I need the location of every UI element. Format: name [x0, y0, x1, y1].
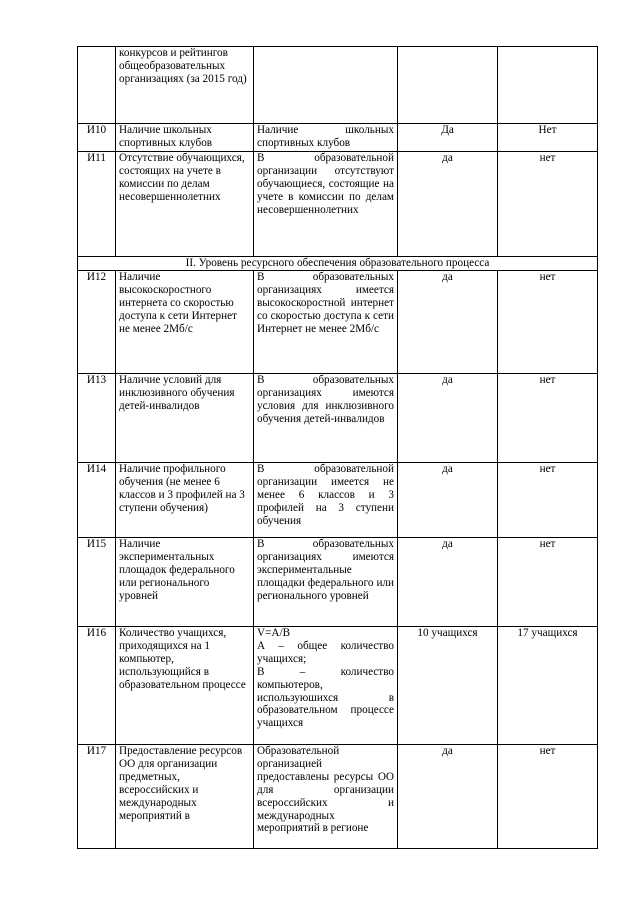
- indicator-value-2: [498, 47, 598, 124]
- section-title: II. Уровень ресурсного обеспечения образовательного процесса: [78, 257, 598, 271]
- table-row: [78, 463, 598, 538]
- indicator-value-2: 17 учащихся: [498, 627, 598, 745]
- indicator-value-2: нет: [498, 538, 598, 627]
- indicator-name: Наличие высокоскоростного интернета со скоростью доступа к сети Интернет не менее 2Мб/с: [116, 271, 254, 374]
- row-code: И14: [78, 463, 116, 538]
- table-row: [78, 745, 598, 849]
- table-row: [78, 47, 598, 124]
- table-row: [78, 152, 598, 257]
- indicator-name: Наличие профильного обучения (не менее 6 классов и 3 профилей на 3 ступени обучения): [116, 463, 254, 538]
- indicator-name: Наличие школьных спортивных клубов: [116, 124, 254, 152]
- indicator-value-1: да: [398, 271, 498, 374]
- indicator-name: Наличие условий для инклюзивного обучения детей-инвалидов: [116, 374, 254, 463]
- indicators-table: [77, 46, 598, 849]
- indicator-description: В образовательных организациях имеются экспериментальные площадки федерального или регионального уровней: [254, 538, 398, 627]
- formula-line: V=A/B: [257, 627, 291, 639]
- section-row: [78, 257, 598, 271]
- indicator-name: Отсутствие обучающихся, состоящих на учете в комиссии по делам несовершеннолетних: [116, 152, 254, 257]
- indicator-description: В образовательных организациях имеются условия для инклюзивного обучения детей-инвалидов: [254, 374, 398, 463]
- indicator-value-1: да: [398, 538, 498, 627]
- indicator-description: Наличие школьных спортивных клубов: [254, 124, 398, 152]
- indicator-value-2: нет: [498, 271, 598, 374]
- indicator-value-1: [398, 47, 498, 124]
- indicator-value-1: да: [398, 463, 498, 538]
- table-row: [78, 124, 598, 152]
- row-code: И15: [78, 538, 116, 627]
- indicator-description: [254, 47, 398, 124]
- indicator-value-2: Нет: [498, 124, 598, 152]
- indicator-name: Наличие экспериментальных площадок федерального или регионального уровней: [116, 538, 254, 627]
- row-code: И16: [78, 627, 116, 745]
- indicator-value-1: Да: [398, 124, 498, 152]
- table-row: [78, 271, 598, 374]
- indicator-value-2: нет: [498, 374, 598, 463]
- table-row: [78, 538, 598, 627]
- table-row: [78, 627, 598, 745]
- indicator-value-2: нет: [498, 463, 598, 538]
- indicator-description: В образовательной организации отсутствуют обучающиеся, состоящие на учете в комиссии по делам несовершеннолетних: [254, 152, 398, 257]
- indicator-value-2: нет: [498, 152, 598, 257]
- row-code: И10: [78, 124, 116, 152]
- row-code: И11: [78, 152, 116, 257]
- indicator-description: В образовательных организациях имеется высокоскоростной интернет со скоростью доступа к сети Интернет не менее 2Мб/с: [254, 271, 398, 374]
- indicator-name: конкурсов и рейтингов общеобразовательных организациях (за 2015 год): [116, 47, 254, 124]
- row-code: И17: [78, 745, 116, 849]
- indicator-description: Образовательной организацией предоставлены ресурсы ОО для организации всероссийских и международных мероприятий в регионе: [254, 745, 398, 849]
- indicator-value-1: да: [398, 152, 498, 257]
- indicator-value-2: нет: [498, 745, 598, 849]
- formula-line: В – количество компьютеров, используюшихся в образовательном процессе учащихся: [257, 665, 394, 730]
- indicator-value-1: да: [398, 745, 498, 849]
- row-code: [78, 47, 116, 124]
- row-code: И13: [78, 374, 116, 463]
- indicator-description: В образовательной организации имеется не менее 6 классов и 3 профилей на 3 ступени обучения: [254, 463, 398, 538]
- row-code: И12: [78, 271, 116, 374]
- table-row: [78, 374, 598, 463]
- indicator-value-1: 10 учащихся: [398, 627, 498, 745]
- indicator-formula-cell: [254, 627, 398, 745]
- indicator-value-1: да: [398, 374, 498, 463]
- indicator-name: Предоставление ресурсов ОО для организации предметных, всероссийских и международных мероприятий в: [116, 745, 254, 849]
- formula-line: А – общее количество учащихся;: [257, 639, 394, 665]
- indicator-name: Количество учащихся, приходящихся на 1 компьютер, использующийся в образовательном процессе: [116, 627, 254, 745]
